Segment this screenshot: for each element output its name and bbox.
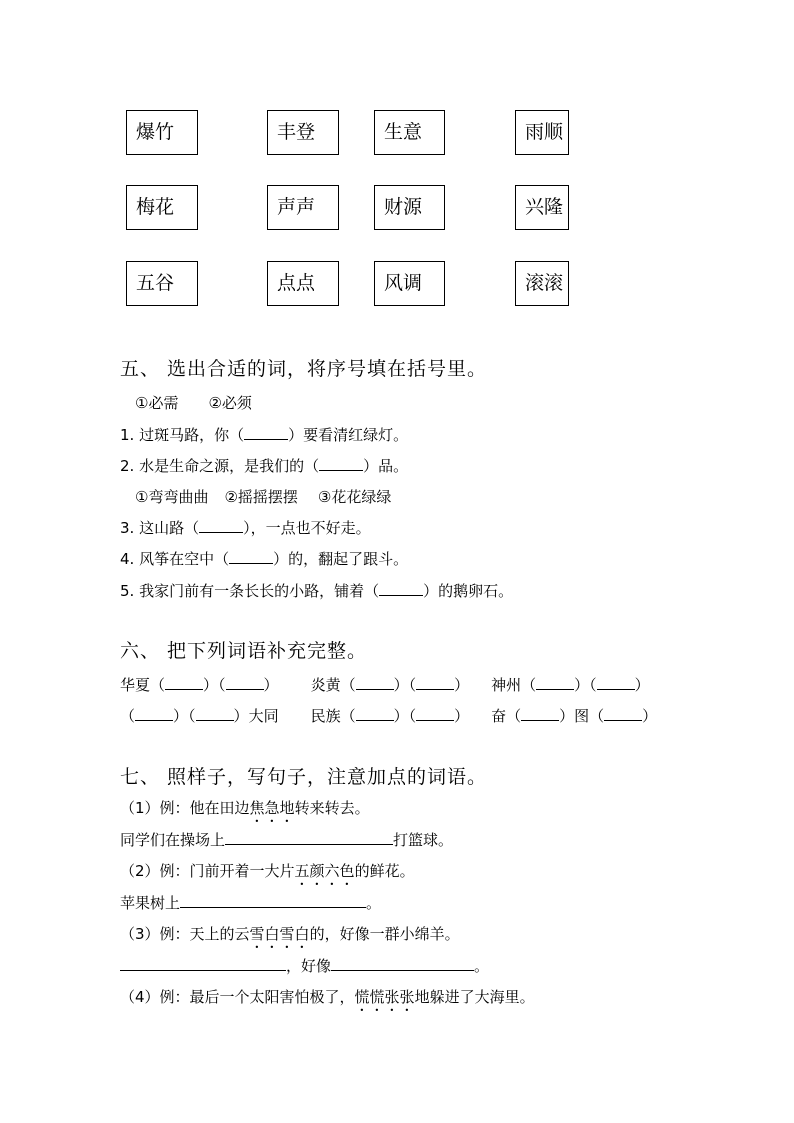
question-1 bbox=[120, 424, 408, 445]
question-text: 5. 我家门前有一条长长的小路，铺着（ bbox=[120, 582, 380, 600]
fill-sentence-3 bbox=[120, 955, 489, 976]
word-box: 梅花 bbox=[126, 185, 198, 230]
section-5-heading: 五、 选出合适的词，将序号填在括号里。 bbox=[120, 358, 488, 380]
paren: ） bbox=[393, 707, 409, 725]
idiom-text: 华夏（ bbox=[120, 676, 166, 694]
fill-text: 同学们在操场上 bbox=[120, 831, 226, 849]
answer-blank[interactable] bbox=[226, 675, 264, 690]
word-box: 点点 bbox=[267, 261, 339, 306]
answer-blank[interactable] bbox=[597, 675, 635, 690]
paren: ） bbox=[263, 676, 279, 694]
answer-blank[interactable] bbox=[120, 956, 286, 971]
question-text: 4. 风筝在空中（ bbox=[120, 550, 230, 568]
answer-blank[interactable] bbox=[604, 706, 642, 721]
example-text: （4）例：最后一个太阳害怕极了， bbox=[120, 988, 355, 1006]
word-box: 五谷 bbox=[126, 261, 198, 306]
fill-text: 。 bbox=[366, 894, 382, 912]
fill-sentence-2 bbox=[120, 892, 381, 913]
paren: ） bbox=[203, 676, 219, 694]
answer-blank[interactable] bbox=[536, 675, 574, 690]
idiom-row-1 bbox=[120, 674, 650, 695]
fill-text: 苹果树上 bbox=[120, 894, 181, 912]
fill-sentence-1 bbox=[120, 829, 453, 850]
answer-blank[interactable] bbox=[356, 675, 394, 690]
word-box: 风调 bbox=[374, 261, 445, 306]
question-2 bbox=[120, 455, 408, 476]
question-4 bbox=[120, 548, 408, 569]
fill-text: ，好像 bbox=[286, 957, 332, 975]
option: ①必需 bbox=[135, 394, 179, 412]
question-text: ）要看清红绿灯。 bbox=[288, 426, 409, 444]
answer-blank[interactable] bbox=[356, 706, 394, 721]
answer-blank[interactable] bbox=[379, 581, 423, 596]
word-box: 声声 bbox=[267, 185, 339, 230]
example-4 bbox=[120, 986, 535, 1015]
fill-text: 。 bbox=[474, 957, 490, 975]
option: ②必须 bbox=[208, 394, 252, 412]
word-box: 丰登 bbox=[267, 110, 339, 155]
paren: ） bbox=[393, 676, 409, 694]
answer-blank[interactable] bbox=[244, 425, 288, 440]
option: ③花花绿绿 bbox=[317, 488, 392, 506]
example-text: 地躲进了大海里。 bbox=[414, 988, 535, 1006]
word-box: 财源 bbox=[374, 185, 445, 230]
dotted-word: 焦急地 bbox=[249, 799, 295, 817]
paren: ） bbox=[454, 707, 470, 725]
idiom-text: 大同 bbox=[248, 707, 279, 725]
answer-blank[interactable] bbox=[196, 706, 234, 721]
word-box: 爆竹 bbox=[126, 110, 198, 155]
answer-blank[interactable] bbox=[521, 706, 559, 721]
fill-text: 打篮球。 bbox=[393, 831, 454, 849]
answer-blank[interactable] bbox=[416, 706, 454, 721]
options-row-2 bbox=[135, 486, 391, 507]
answer-blank[interactable] bbox=[229, 549, 273, 564]
section-7-heading: 七、 照样子，写句子，注意加点的词语。 bbox=[120, 766, 488, 788]
idiom-text: 神州（ bbox=[491, 676, 537, 694]
idiom-text: 奋（ bbox=[491, 707, 522, 725]
question-text: 3. 这山路（ bbox=[120, 519, 200, 537]
paren: ） bbox=[574, 676, 590, 694]
paren: ） bbox=[454, 676, 470, 694]
option: ①弯弯曲曲 bbox=[135, 488, 209, 506]
answer-blank[interactable] bbox=[199, 518, 243, 533]
paren: （ bbox=[589, 676, 597, 694]
paren: （ bbox=[188, 707, 196, 725]
option: ②摇摇摆摆 bbox=[224, 488, 298, 506]
paren: ） bbox=[634, 676, 650, 694]
question-text: 2. 水是生命之源，是我们的（ bbox=[120, 457, 320, 475]
idiom-row-2 bbox=[120, 705, 657, 726]
answer-blank[interactable] bbox=[180, 893, 366, 908]
word-box: 生意 bbox=[374, 110, 445, 155]
question-text: ）的，翻起了跟斗。 bbox=[273, 550, 409, 568]
question-5 bbox=[120, 580, 513, 601]
dotted-word: 五颜六色 bbox=[294, 862, 355, 880]
example-3 bbox=[120, 923, 460, 952]
question-3 bbox=[120, 517, 371, 538]
question-text: ）的鹅卵石。 bbox=[423, 582, 514, 600]
paren: （ bbox=[408, 676, 417, 694]
example-text: （2）例：门前开着一大片 bbox=[120, 862, 295, 880]
question-text: ），一点也不好走。 bbox=[243, 519, 371, 537]
paren: ） bbox=[173, 707, 189, 725]
answer-blank[interactable] bbox=[319, 456, 363, 471]
section-6-heading: 六、 把下列词语补充完整。 bbox=[120, 640, 368, 662]
idiom-text: 民族（ bbox=[310, 707, 356, 725]
paren: （ bbox=[120, 707, 136, 725]
dotted-word: 慌慌张张 bbox=[354, 988, 415, 1006]
word-box: 雨顺 bbox=[515, 110, 569, 155]
example-text: （3）例：天上的云 bbox=[120, 925, 250, 943]
options-row-1 bbox=[135, 392, 252, 413]
idiom-text: 炎黄（ bbox=[310, 676, 356, 694]
question-text: 1. 过斑马路，你（ bbox=[120, 426, 245, 444]
example-text: 转来转去。 bbox=[294, 799, 370, 817]
example-text: 的，好像一群小绵羊。 bbox=[309, 925, 460, 943]
dotted-word: 雪白雪白 bbox=[249, 925, 310, 943]
answer-blank[interactable] bbox=[225, 830, 393, 845]
answer-blank[interactable] bbox=[331, 956, 474, 971]
example-text: （1）例：他在田边 bbox=[120, 799, 250, 817]
word-box: 滚滚 bbox=[515, 261, 569, 306]
example-1 bbox=[120, 797, 370, 826]
paren: （ bbox=[408, 707, 417, 725]
idiom-text: ）图（ bbox=[559, 707, 605, 725]
paren: ） bbox=[233, 707, 249, 725]
paren: （ bbox=[218, 676, 226, 694]
question-text: ）品。 bbox=[363, 457, 409, 475]
paren: ） bbox=[642, 707, 658, 725]
answer-blank[interactable] bbox=[135, 706, 173, 721]
example-text: 的鲜花。 bbox=[354, 862, 415, 880]
example-2 bbox=[120, 860, 415, 889]
word-box: 兴隆 bbox=[515, 185, 569, 230]
answer-blank[interactable] bbox=[416, 675, 454, 690]
answer-blank[interactable] bbox=[165, 675, 203, 690]
